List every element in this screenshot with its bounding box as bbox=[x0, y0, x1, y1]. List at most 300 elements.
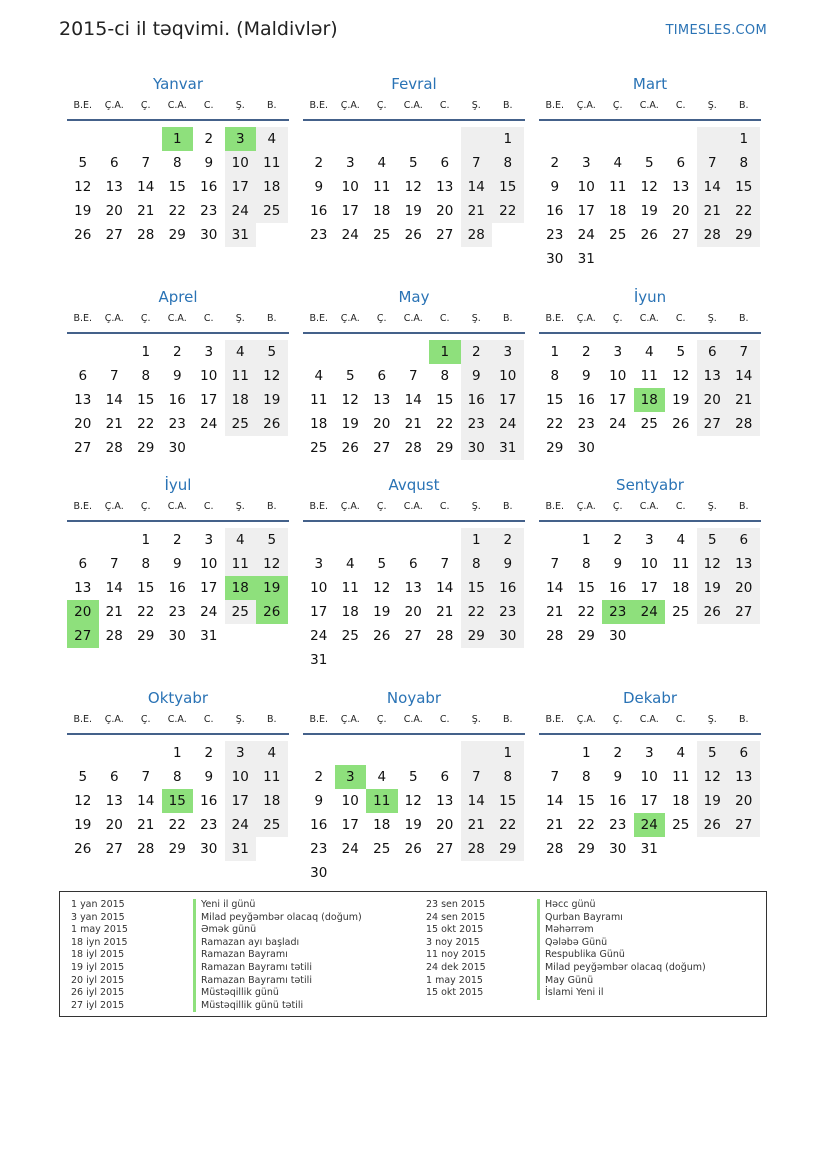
day-cell[interactable]: 23 bbox=[200, 203, 218, 219]
day-cell[interactable]: 31 bbox=[200, 628, 218, 644]
day-cell[interactable]: 4 bbox=[225, 340, 257, 364]
day-cell[interactable]: 16 bbox=[609, 793, 627, 809]
day-cell[interactable]: 31 bbox=[640, 841, 658, 857]
day-cell[interactable]: 23 bbox=[310, 227, 328, 243]
day-cell[interactable]: 30 bbox=[200, 841, 218, 857]
day-cell[interactable]: 30 bbox=[168, 628, 186, 644]
day-cell[interactable]: 17 bbox=[341, 817, 359, 833]
day-cell[interactable]: 22 bbox=[436, 416, 454, 432]
day-cell[interactable]: 25 bbox=[672, 604, 690, 620]
day-cell[interactable]: 20 bbox=[404, 604, 422, 620]
day-cell[interactable]: 6 bbox=[78, 368, 88, 384]
day-cell[interactable]: 7 bbox=[461, 151, 493, 175]
day-cell[interactable]: 22 bbox=[492, 813, 524, 837]
day-cell[interactable]: 4 bbox=[377, 155, 387, 171]
day-cell[interactable]: 21 bbox=[728, 388, 760, 412]
day-cell[interactable]: 30 bbox=[609, 841, 627, 857]
day-cell[interactable]: 28 bbox=[105, 628, 123, 644]
day-cell[interactable]: 25 bbox=[373, 227, 391, 243]
day-cell[interactable]: 16 bbox=[546, 203, 564, 219]
day-cell[interactable]: 22 bbox=[137, 416, 155, 432]
day-cell[interactable]: 7 bbox=[109, 368, 119, 384]
day-cell[interactable]: 19 bbox=[404, 203, 422, 219]
day-cell[interactable]: 9 bbox=[613, 769, 623, 785]
day-cell[interactable]: 14 bbox=[461, 175, 493, 199]
day-cell[interactable]: 14 bbox=[105, 580, 123, 596]
day-cell[interactable]: 13 bbox=[105, 793, 123, 809]
day-cell[interactable]: 29 bbox=[168, 841, 186, 857]
day-cell[interactable]: 28 bbox=[404, 440, 422, 456]
day-cell[interactable]: 23 bbox=[168, 604, 186, 620]
day-cell[interactable]: 25 bbox=[225, 412, 257, 436]
day-cell[interactable]: 15 bbox=[577, 793, 595, 809]
day-cell[interactable]: 3 bbox=[613, 344, 623, 360]
day-cell[interactable]: 10 bbox=[200, 368, 218, 384]
day-cell[interactable]: 1 bbox=[172, 745, 182, 761]
holiday-day[interactable]: 1 bbox=[429, 340, 461, 364]
day-cell[interactable]: 23 bbox=[492, 600, 524, 624]
day-cell[interactable]: 17 bbox=[310, 604, 328, 620]
day-cell[interactable]: 8 bbox=[492, 765, 524, 789]
day-cell[interactable]: 12 bbox=[74, 179, 92, 195]
day-cell[interactable]: 9 bbox=[204, 769, 214, 785]
day-cell[interactable]: 16 bbox=[310, 817, 328, 833]
day-cell[interactable]: 10 bbox=[609, 368, 627, 384]
day-cell[interactable]: 6 bbox=[109, 769, 119, 785]
day-cell[interactable]: 11 bbox=[225, 552, 257, 576]
day-cell[interactable]: 10 bbox=[225, 151, 257, 175]
day-cell[interactable]: 4 bbox=[377, 769, 387, 785]
day-cell[interactable]: 8 bbox=[461, 552, 493, 576]
day-cell[interactable]: 18 bbox=[225, 388, 257, 412]
day-cell[interactable]: 18 bbox=[256, 175, 288, 199]
day-cell[interactable]: 25 bbox=[310, 440, 328, 456]
day-cell[interactable]: 11 bbox=[256, 151, 288, 175]
day-cell[interactable]: 30 bbox=[546, 251, 564, 267]
day-cell[interactable]: 31 bbox=[225, 223, 257, 247]
day-cell[interactable]: 29 bbox=[137, 628, 155, 644]
day-cell[interactable]: 19 bbox=[74, 203, 92, 219]
day-cell[interactable]: 12 bbox=[373, 580, 391, 596]
day-cell[interactable]: 25 bbox=[256, 813, 288, 837]
day-cell[interactable]: 17 bbox=[640, 793, 658, 809]
day-cell[interactable]: 6 bbox=[408, 556, 418, 572]
day-cell[interactable]: 13 bbox=[672, 179, 690, 195]
day-cell[interactable]: 17 bbox=[341, 203, 359, 219]
day-cell[interactable]: 29 bbox=[577, 628, 595, 644]
day-cell[interactable]: 4 bbox=[676, 745, 686, 761]
day-cell[interactable]: 12 bbox=[404, 179, 422, 195]
holiday-day[interactable]: 3 bbox=[335, 765, 367, 789]
day-cell[interactable]: 8 bbox=[172, 155, 182, 171]
day-cell[interactable]: 29 bbox=[546, 440, 564, 456]
day-cell[interactable]: 30 bbox=[200, 227, 218, 243]
day-cell[interactable]: 2 bbox=[204, 745, 214, 761]
day-cell[interactable]: 22 bbox=[577, 817, 595, 833]
day-cell[interactable]: 17 bbox=[640, 580, 658, 596]
day-cell[interactable]: 25 bbox=[609, 227, 627, 243]
day-cell[interactable]: 27 bbox=[436, 227, 454, 243]
day-cell[interactable]: 20 bbox=[728, 576, 760, 600]
holiday-day[interactable]: 3 bbox=[225, 127, 257, 151]
day-cell[interactable]: 5 bbox=[697, 741, 729, 765]
day-cell[interactable]: 12 bbox=[256, 364, 288, 388]
day-cell[interactable]: 9 bbox=[613, 556, 623, 572]
day-cell[interactable]: 10 bbox=[310, 580, 328, 596]
day-cell[interactable]: 22 bbox=[168, 817, 186, 833]
day-cell[interactable]: 2 bbox=[314, 769, 324, 785]
day-cell[interactable]: 13 bbox=[404, 580, 422, 596]
holiday-day[interactable]: 26 bbox=[256, 600, 288, 624]
day-cell[interactable]: 6 bbox=[697, 340, 729, 364]
day-cell[interactable]: 24 bbox=[310, 628, 328, 644]
day-cell[interactable]: 16 bbox=[168, 580, 186, 596]
day-cell[interactable]: 8 bbox=[728, 151, 760, 175]
day-cell[interactable]: 10 bbox=[640, 556, 658, 572]
day-cell[interactable]: 28 bbox=[546, 628, 564, 644]
day-cell[interactable]: 18 bbox=[672, 793, 690, 809]
day-cell[interactable]: 16 bbox=[492, 576, 524, 600]
day-cell[interactable]: 25 bbox=[256, 199, 288, 223]
day-cell[interactable]: 3 bbox=[225, 741, 257, 765]
day-cell[interactable]: 27 bbox=[105, 841, 123, 857]
day-cell[interactable]: 5 bbox=[256, 340, 288, 364]
day-cell[interactable]: 22 bbox=[546, 416, 564, 432]
day-cell[interactable]: 11 bbox=[373, 179, 391, 195]
day-cell[interactable]: 20 bbox=[697, 388, 729, 412]
day-cell[interactable]: 6 bbox=[109, 155, 119, 171]
day-cell[interactable]: 26 bbox=[74, 841, 92, 857]
day-cell[interactable]: 25 bbox=[672, 817, 690, 833]
day-cell[interactable]: 1 bbox=[581, 745, 591, 761]
day-cell[interactable]: 21 bbox=[105, 604, 123, 620]
holiday-day[interactable]: 19 bbox=[256, 576, 288, 600]
day-cell[interactable]: 1 bbox=[141, 344, 151, 360]
day-cell[interactable]: 5 bbox=[408, 769, 418, 785]
day-cell[interactable]: 30 bbox=[168, 440, 186, 456]
day-cell[interactable]: 9 bbox=[314, 793, 324, 809]
day-cell[interactable]: 6 bbox=[78, 556, 88, 572]
day-cell[interactable]: 28 bbox=[436, 628, 454, 644]
day-cell[interactable]: 22 bbox=[577, 604, 595, 620]
day-cell[interactable]: 19 bbox=[341, 416, 359, 432]
day-cell[interactable]: 1 bbox=[550, 344, 560, 360]
day-cell[interactable]: 2 bbox=[314, 155, 324, 171]
day-cell[interactable]: 11 bbox=[341, 580, 359, 596]
day-cell[interactable]: 24 bbox=[225, 199, 257, 223]
day-cell[interactable]: 30 bbox=[310, 865, 328, 881]
day-cell[interactable]: 15 bbox=[436, 392, 454, 408]
day-cell[interactable]: 14 bbox=[105, 392, 123, 408]
holiday-day[interactable]: 1 bbox=[162, 127, 194, 151]
day-cell[interactable]: 8 bbox=[550, 368, 560, 384]
day-cell[interactable]: 18 bbox=[341, 604, 359, 620]
day-cell[interactable]: 22 bbox=[728, 199, 760, 223]
day-cell[interactable]: 9 bbox=[172, 556, 182, 572]
day-cell[interactable]: 19 bbox=[672, 392, 690, 408]
day-cell[interactable]: 25 bbox=[640, 416, 658, 432]
day-cell[interactable]: 2 bbox=[172, 532, 182, 548]
day-cell[interactable]: 27 bbox=[728, 600, 760, 624]
day-cell[interactable]: 28 bbox=[728, 412, 760, 436]
day-cell[interactable]: 2 bbox=[172, 344, 182, 360]
day-cell[interactable]: 15 bbox=[577, 580, 595, 596]
day-cell[interactable]: 7 bbox=[461, 765, 493, 789]
day-cell[interactable]: 21 bbox=[697, 199, 729, 223]
day-cell[interactable]: 27 bbox=[728, 813, 760, 837]
day-cell[interactable]: 21 bbox=[461, 199, 493, 223]
day-cell[interactable]: 10 bbox=[341, 793, 359, 809]
day-cell[interactable]: 2 bbox=[550, 155, 560, 171]
day-cell[interactable]: 12 bbox=[256, 552, 288, 576]
day-cell[interactable]: 3 bbox=[204, 344, 214, 360]
day-cell[interactable]: 21 bbox=[546, 604, 564, 620]
day-cell[interactable]: 31 bbox=[577, 251, 595, 267]
day-cell[interactable]: 20 bbox=[436, 817, 454, 833]
day-cell[interactable]: 20 bbox=[373, 416, 391, 432]
day-cell[interactable]: 12 bbox=[697, 765, 729, 789]
day-cell[interactable]: 26 bbox=[256, 412, 288, 436]
day-cell[interactable]: 11 bbox=[640, 368, 658, 384]
day-cell[interactable]: 8 bbox=[581, 769, 591, 785]
day-cell[interactable]: 4 bbox=[256, 127, 288, 151]
day-cell[interactable]: 15 bbox=[492, 175, 524, 199]
day-cell[interactable]: 3 bbox=[644, 532, 654, 548]
day-cell[interactable]: 13 bbox=[728, 552, 760, 576]
day-cell[interactable]: 26 bbox=[697, 813, 729, 837]
day-cell[interactable]: 12 bbox=[341, 392, 359, 408]
day-cell[interactable]: 7 bbox=[550, 556, 560, 572]
day-cell[interactable]: 15 bbox=[137, 392, 155, 408]
day-cell[interactable]: 13 bbox=[105, 179, 123, 195]
day-cell[interactable]: 23 bbox=[577, 416, 595, 432]
day-cell[interactable]: 23 bbox=[609, 817, 627, 833]
day-cell[interactable]: 6 bbox=[728, 528, 760, 552]
day-cell[interactable]: 8 bbox=[581, 556, 591, 572]
day-cell[interactable]: 21 bbox=[137, 203, 155, 219]
day-cell[interactable]: 3 bbox=[492, 340, 524, 364]
day-cell[interactable]: 18 bbox=[373, 203, 391, 219]
day-cell[interactable]: 6 bbox=[728, 741, 760, 765]
day-cell[interactable]: 9 bbox=[550, 179, 560, 195]
day-cell[interactable]: 20 bbox=[105, 817, 123, 833]
day-cell[interactable]: 30 bbox=[492, 624, 524, 648]
day-cell[interactable]: 7 bbox=[141, 155, 151, 171]
day-cell[interactable]: 7 bbox=[109, 556, 119, 572]
day-cell[interactable]: 6 bbox=[377, 368, 387, 384]
day-cell[interactable]: 7 bbox=[440, 556, 450, 572]
holiday-day[interactable]: 24 bbox=[634, 600, 666, 624]
day-cell[interactable]: 10 bbox=[225, 765, 257, 789]
day-cell[interactable]: 16 bbox=[310, 203, 328, 219]
brand-link[interactable]: TIMESLES.COM bbox=[665, 23, 767, 38]
day-cell[interactable]: 24 bbox=[492, 412, 524, 436]
day-cell[interactable]: 11 bbox=[256, 765, 288, 789]
day-cell[interactable]: 15 bbox=[492, 789, 524, 813]
day-cell[interactable]: 30 bbox=[609, 628, 627, 644]
day-cell[interactable]: 23 bbox=[200, 817, 218, 833]
day-cell[interactable]: 18 bbox=[373, 817, 391, 833]
day-cell[interactable]: 16 bbox=[200, 793, 218, 809]
day-cell[interactable]: 27 bbox=[373, 440, 391, 456]
day-cell[interactable]: 5 bbox=[377, 556, 387, 572]
day-cell[interactable]: 27 bbox=[436, 841, 454, 857]
day-cell[interactable]: 24 bbox=[200, 416, 218, 432]
day-cell[interactable]: 22 bbox=[492, 199, 524, 223]
day-cell[interactable]: 29 bbox=[492, 837, 524, 861]
day-cell[interactable]: 25 bbox=[341, 628, 359, 644]
day-cell[interactable]: 13 bbox=[74, 580, 92, 596]
day-cell[interactable]: 27 bbox=[105, 227, 123, 243]
day-cell[interactable]: 17 bbox=[225, 175, 257, 199]
day-cell[interactable]: 26 bbox=[373, 628, 391, 644]
day-cell[interactable]: 28 bbox=[697, 223, 729, 247]
day-cell[interactable]: 27 bbox=[404, 628, 422, 644]
day-cell[interactable]: 2 bbox=[613, 532, 623, 548]
day-cell[interactable]: 10 bbox=[577, 179, 595, 195]
day-cell[interactable]: 16 bbox=[577, 392, 595, 408]
day-cell[interactable]: 15 bbox=[461, 576, 493, 600]
day-cell[interactable]: 11 bbox=[672, 556, 690, 572]
day-cell[interactable]: 14 bbox=[697, 175, 729, 199]
day-cell[interactable]: 12 bbox=[74, 793, 92, 809]
day-cell[interactable]: 31 bbox=[492, 436, 524, 460]
day-cell[interactable]: 17 bbox=[492, 388, 524, 412]
day-cell[interactable]: 26 bbox=[672, 416, 690, 432]
day-cell[interactable]: 25 bbox=[373, 841, 391, 857]
day-cell[interactable]: 4 bbox=[644, 344, 654, 360]
day-cell[interactable]: 19 bbox=[256, 388, 288, 412]
day-cell[interactable]: 15 bbox=[137, 580, 155, 596]
day-cell[interactable]: 26 bbox=[74, 227, 92, 243]
day-cell[interactable]: 26 bbox=[640, 227, 658, 243]
day-cell[interactable]: 24 bbox=[577, 227, 595, 243]
day-cell[interactable]: 30 bbox=[577, 440, 595, 456]
day-cell[interactable]: 24 bbox=[225, 813, 257, 837]
day-cell[interactable]: 2 bbox=[461, 340, 493, 364]
day-cell[interactable]: 26 bbox=[697, 600, 729, 624]
day-cell[interactable]: 1 bbox=[728, 127, 760, 151]
day-cell[interactable]: 28 bbox=[137, 841, 155, 857]
day-cell[interactable]: 5 bbox=[256, 528, 288, 552]
day-cell[interactable]: 19 bbox=[697, 576, 729, 600]
day-cell[interactable]: 7 bbox=[728, 340, 760, 364]
day-cell[interactable]: 3 bbox=[204, 532, 214, 548]
day-cell[interactable]: 23 bbox=[461, 412, 493, 436]
day-cell[interactable]: 4 bbox=[676, 532, 686, 548]
holiday-day[interactable]: 15 bbox=[162, 789, 194, 813]
day-cell[interactable]: 8 bbox=[492, 151, 524, 175]
day-cell[interactable]: 25 bbox=[225, 600, 257, 624]
day-cell[interactable]: 5 bbox=[345, 368, 355, 384]
day-cell[interactable]: 6 bbox=[676, 155, 686, 171]
day-cell[interactable]: 18 bbox=[256, 789, 288, 813]
day-cell[interactable]: 10 bbox=[341, 179, 359, 195]
day-cell[interactable]: 5 bbox=[408, 155, 418, 171]
day-cell[interactable]: 28 bbox=[461, 837, 493, 861]
day-cell[interactable]: 2 bbox=[204, 131, 214, 147]
day-cell[interactable]: 18 bbox=[310, 416, 328, 432]
day-cell[interactable]: 31 bbox=[225, 837, 257, 861]
day-cell[interactable]: 15 bbox=[546, 392, 564, 408]
day-cell[interactable]: 12 bbox=[697, 552, 729, 576]
day-cell[interactable]: 28 bbox=[461, 223, 493, 247]
day-cell[interactable]: 1 bbox=[461, 528, 493, 552]
day-cell[interactable]: 7 bbox=[141, 769, 151, 785]
day-cell[interactable]: 11 bbox=[225, 364, 257, 388]
day-cell[interactable]: 11 bbox=[672, 769, 690, 785]
day-cell[interactable]: 27 bbox=[74, 440, 92, 456]
day-cell[interactable]: 16 bbox=[168, 392, 186, 408]
day-cell[interactable]: 23 bbox=[310, 841, 328, 857]
day-cell[interactable]: 9 bbox=[204, 155, 214, 171]
day-cell[interactable]: 22 bbox=[461, 600, 493, 624]
day-cell[interactable]: 20 bbox=[672, 203, 690, 219]
day-cell[interactable]: 4 bbox=[345, 556, 355, 572]
day-cell[interactable]: 4 bbox=[314, 368, 324, 384]
day-cell[interactable]: 8 bbox=[172, 769, 182, 785]
day-cell[interactable]: 27 bbox=[672, 227, 690, 243]
day-cell[interactable]: 19 bbox=[373, 604, 391, 620]
day-cell[interactable]: 13 bbox=[697, 364, 729, 388]
day-cell[interactable]: 13 bbox=[436, 179, 454, 195]
day-cell[interactable]: 19 bbox=[697, 789, 729, 813]
day-cell[interactable]: 19 bbox=[404, 817, 422, 833]
day-cell[interactable]: 9 bbox=[492, 552, 524, 576]
day-cell[interactable]: 1 bbox=[141, 532, 151, 548]
day-cell[interactable]: 12 bbox=[404, 793, 422, 809]
day-cell[interactable]: 21 bbox=[546, 817, 564, 833]
day-cell[interactable]: 3 bbox=[314, 556, 324, 572]
day-cell[interactable]: 17 bbox=[609, 392, 627, 408]
day-cell[interactable]: 26 bbox=[404, 227, 422, 243]
day-cell[interactable]: 21 bbox=[404, 416, 422, 432]
day-cell[interactable]: 8 bbox=[141, 556, 151, 572]
holiday-day[interactable]: 18 bbox=[225, 576, 257, 600]
day-cell[interactable]: 15 bbox=[168, 179, 186, 195]
day-cell[interactable]: 23 bbox=[168, 416, 186, 432]
day-cell[interactable]: 20 bbox=[436, 203, 454, 219]
day-cell[interactable]: 6 bbox=[440, 769, 450, 785]
day-cell[interactable]: 18 bbox=[672, 580, 690, 596]
day-cell[interactable]: 21 bbox=[436, 604, 454, 620]
day-cell[interactable]: 7 bbox=[697, 151, 729, 175]
day-cell[interactable]: 14 bbox=[404, 392, 422, 408]
day-cell[interactable]: 24 bbox=[609, 416, 627, 432]
day-cell[interactable]: 24 bbox=[341, 841, 359, 857]
day-cell[interactable]: 26 bbox=[404, 841, 422, 857]
day-cell[interactable]: 4 bbox=[225, 528, 257, 552]
day-cell[interactable]: 14 bbox=[546, 793, 564, 809]
day-cell[interactable]: 10 bbox=[200, 556, 218, 572]
day-cell[interactable]: 28 bbox=[137, 227, 155, 243]
day-cell[interactable]: 21 bbox=[137, 817, 155, 833]
day-cell[interactable]: 28 bbox=[546, 841, 564, 857]
day-cell[interactable]: 1 bbox=[581, 532, 591, 548]
day-cell[interactable]: 23 bbox=[546, 227, 564, 243]
day-cell[interactable]: 8 bbox=[440, 368, 450, 384]
day-cell[interactable]: 29 bbox=[168, 227, 186, 243]
day-cell[interactable]: 29 bbox=[461, 624, 493, 648]
holiday-day[interactable]: 23 bbox=[602, 600, 634, 624]
day-cell[interactable]: 20 bbox=[105, 203, 123, 219]
day-cell[interactable]: 16 bbox=[461, 388, 493, 412]
day-cell[interactable]: 5 bbox=[697, 528, 729, 552]
day-cell[interactable]: 2 bbox=[581, 344, 591, 360]
day-cell[interactable]: 13 bbox=[436, 793, 454, 809]
day-cell[interactable]: 22 bbox=[137, 604, 155, 620]
day-cell[interactable]: 18 bbox=[609, 203, 627, 219]
